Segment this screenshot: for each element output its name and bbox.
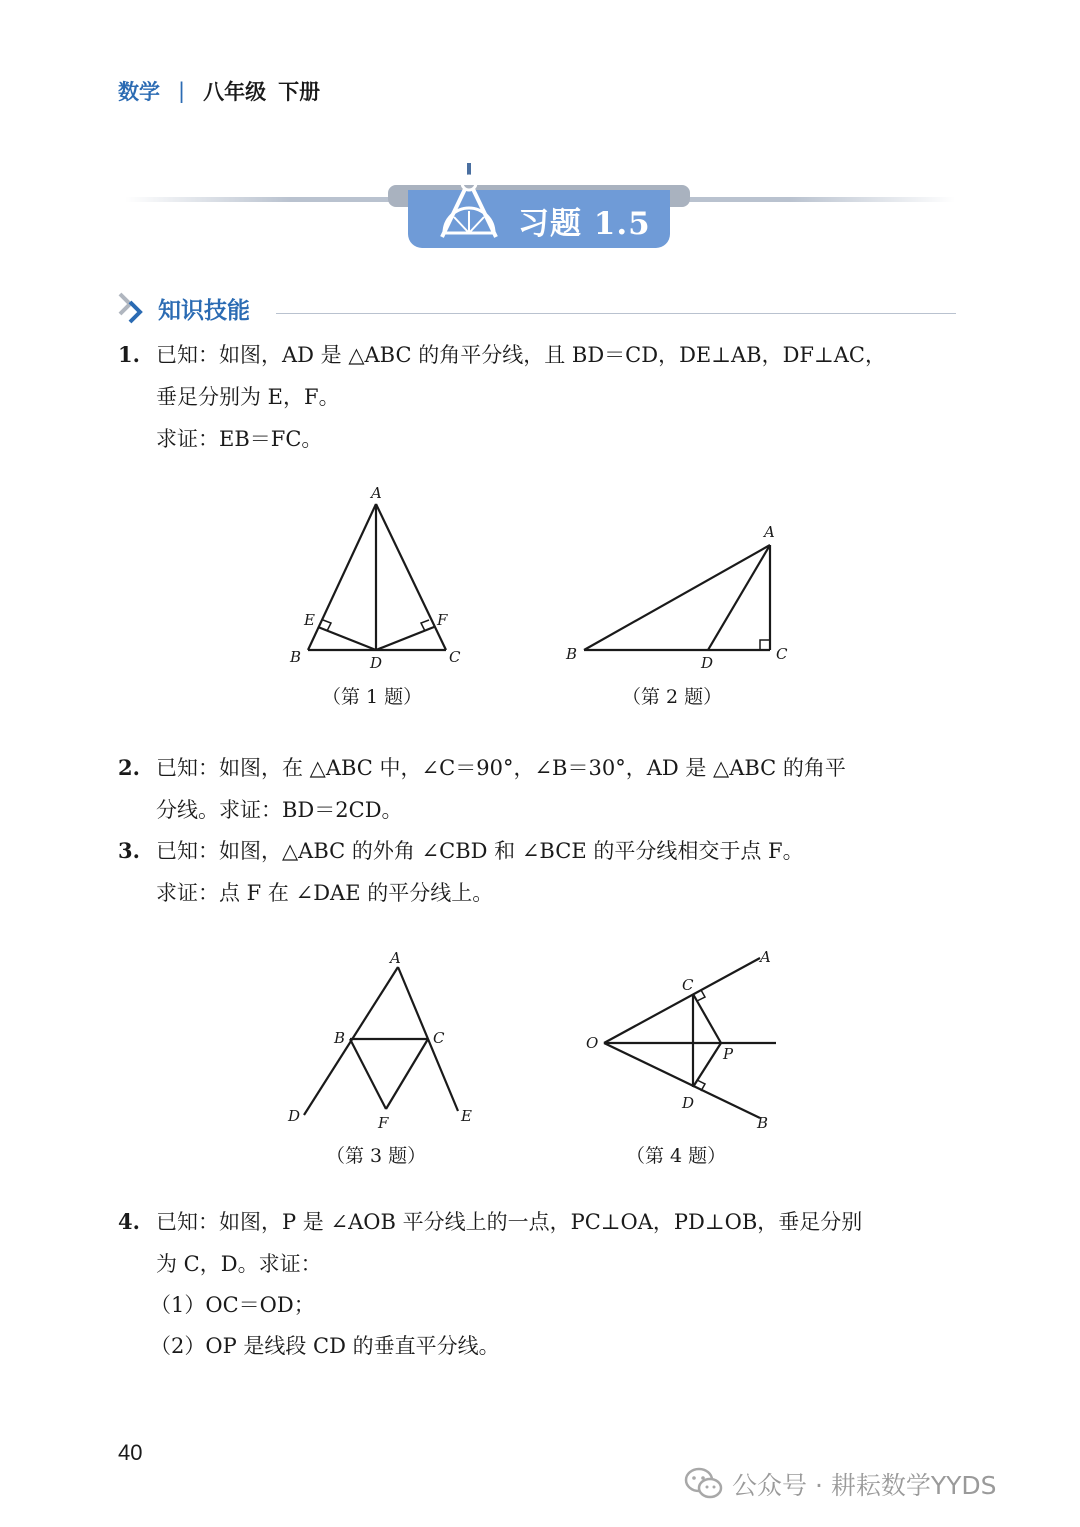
fig3-label-b: B — [334, 1029, 346, 1047]
problem-4-number: 4. — [118, 1209, 140, 1234]
fig4-label-a: A — [760, 948, 771, 966]
problem-3-number: 3. — [118, 838, 140, 863]
header-subject: 数学 — [118, 80, 160, 104]
fig1-label-c: C — [449, 648, 461, 666]
problem-1-line-2: 垂足分别为 E，F。 — [156, 385, 340, 409]
compass-protractor-icon — [434, 163, 504, 243]
problem-4-line-2: 为 C，D。求证： — [156, 1252, 322, 1276]
figure-2 — [560, 515, 800, 675]
fig4-label-p: P — [723, 1045, 734, 1063]
header-separator: | — [178, 79, 186, 103]
problem-4-line-1: 已知：如图，P 是 ∠AOB 平分线上的一点，PC⊥OA，PD⊥OB，垂足分别 — [156, 1210, 863, 1234]
fig2-side-ab — [584, 545, 770, 650]
fig2-right-angle-c — [760, 640, 770, 650]
header-volume: 下册 — [278, 80, 321, 104]
fig3-label-e: E — [461, 1107, 472, 1125]
figure-3-caption: （第 3 题） — [326, 1145, 427, 1167]
page-number: 40 — [118, 1440, 143, 1465]
fig2-label-b: B — [566, 645, 578, 663]
fig2-segment-ad — [708, 545, 770, 650]
problem-1-number: 1. — [118, 342, 140, 367]
fig4-label-d: D — [682, 1094, 695, 1112]
fig4-ray-oa — [604, 958, 760, 1043]
fig1-side-ac — [376, 504, 446, 650]
exercise-title: 习题 1.5 — [518, 206, 651, 242]
fig3-label-a: A — [390, 949, 401, 967]
figure-2-caption: （第 2 题） — [622, 686, 723, 708]
fig3-label-f: F — [378, 1114, 389, 1132]
section-rule — [276, 313, 956, 314]
fig3-label-c: C — [433, 1029, 445, 1047]
fig2-label-a: A — [764, 523, 775, 541]
fig2-label-c: C — [776, 645, 788, 663]
problem-3-line-2: 求证：点 F 在 ∠DAE 的平分线上。 — [156, 881, 494, 905]
fig4-label-o: O — [586, 1034, 599, 1052]
header-grade: 八年级 — [203, 80, 267, 104]
fig2-label-d: D — [701, 654, 714, 672]
running-header — [118, 76, 320, 106]
fig1-label-f: F — [437, 611, 448, 629]
problem-1-line-3: 求证：EB＝FC。 — [156, 427, 323, 451]
problem-3-line-1: 已知：如图，△ABC 的外角 ∠CBD 和 ∠BCE 的平分线相交于点 F。 — [156, 839, 804, 863]
section-heading — [116, 290, 250, 326]
watermark-text: 公众号 · 耕耘数学YYDS — [732, 1471, 997, 1500]
watermark — [684, 1466, 997, 1502]
fig3-label-d: D — [288, 1107, 301, 1125]
fig1-label-a: A — [371, 484, 382, 502]
fig3-segment-cf — [386, 1039, 428, 1109]
fig3-segment-bf — [350, 1039, 386, 1109]
fig4-label-b: B — [757, 1114, 769, 1132]
problem-2-line-2: 分线。求证：BD＝2CD。 — [156, 798, 403, 822]
figure-1-caption: （第 1 题） — [322, 686, 423, 708]
figure-4-caption: （第 4 题） — [626, 1145, 727, 1167]
figure-1 — [280, 480, 480, 680]
problem-2-line-1: 已知：如图，在 △ABC 中，∠C＝90°，∠B＝30°，AD 是 △ABC 的角平 — [156, 756, 846, 780]
fig1-label-b: B — [290, 648, 302, 666]
problem-1-line-1: 已知：如图，AD 是 △ABC 的角平分线，且 BD＝CD，DE⊥AB，DF⊥AC， — [156, 343, 886, 367]
wechat-icon — [684, 1467, 724, 1501]
figure-3 — [280, 945, 480, 1140]
problem-4-part-1: （1）OC＝OD； — [150, 1293, 315, 1317]
problem-2-number: 2. — [118, 755, 140, 780]
problem-4-part-2: （2）OP 是线段 CD 的垂直平分线。 — [150, 1334, 500, 1358]
fig1-label-e: E — [304, 611, 315, 629]
section-title: 知识技能 — [158, 297, 250, 324]
fig4-label-c: C — [682, 976, 694, 994]
fig1-label-d: D — [370, 654, 383, 672]
figure-4 — [580, 940, 800, 1140]
double-chevron-icon — [116, 290, 152, 326]
